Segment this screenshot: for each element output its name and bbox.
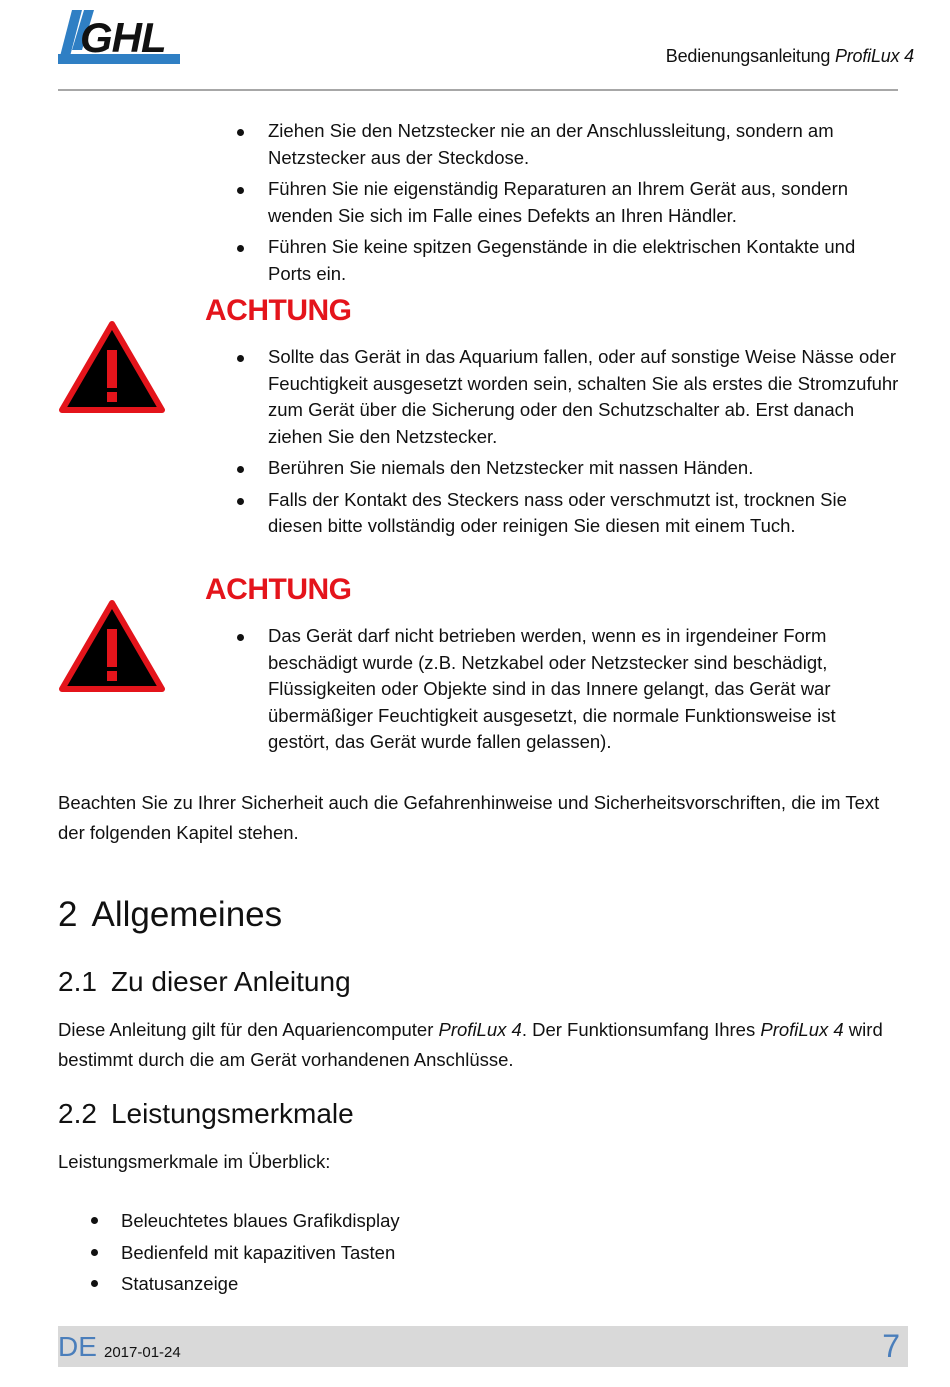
warning-triangle-icon: [58, 599, 166, 693]
list-item: Statusanzeige: [85, 1268, 785, 1300]
subsection-heading: [58, 966, 351, 998]
ghl-logo: [58, 10, 180, 66]
list-item: Sollte das Gerät in das Aquarium fallen, oder auf sonstige Weise Nässe oder Feuchtigkeit ausgesetzt worden sein, schalten Sie als erstes die Stromzufuhr zum Gerät über die Sicherung oder den Schutzschalter ab. Erst danach ziehen Sie den Netzstecker.: [230, 344, 900, 450]
header-divider: [58, 89, 898, 91]
safety-note: Beachten Sie zu Ihrer Sicherheit auch die Gefahrenhinweise und Sicherheitsvorschriften, die im Text der folgenden Kapitel stehen.: [58, 792, 880, 843]
list-item: Beleuchtetes blaues Grafikdisplay: [85, 1205, 785, 1237]
section-number: 2: [58, 895, 78, 934]
warning-heading: ACHTUNG: [205, 294, 352, 327]
subsection-title: Leistungsmerkmale: [110, 1098, 354, 1129]
page-number: 7: [882, 1328, 900, 1364]
warning2-bullet-list: [230, 623, 900, 761]
list-item: Falls der Kontakt des Steckers nass oder verschmutzt ist, trocknen Sie diesen bitte vollständig oder reinigen Sie diesen mit einem Tuch.: [230, 487, 900, 540]
header-title-prefix: Bedienungsanleitung: [665, 46, 835, 66]
list-item: Führen Sie nie eigenständig Reparaturen an Ihrem Gerät aus, sondern wenden Sie sich im Falle eines Defekts an Ihren Händler.: [230, 176, 900, 229]
logo-text: GHL: [80, 14, 166, 61]
subsection-number: 2.2: [58, 1098, 97, 1129]
warning1-bullet-list: [230, 344, 900, 545]
page-footer: [58, 1326, 908, 1367]
features-bullet-list: [85, 1205, 785, 1300]
section-title: Allgemeines: [91, 895, 283, 934]
header-title-product: ProfiLux 4: [834, 46, 914, 66]
header-title: [666, 46, 914, 67]
text-run: Diese Anleitung gilt für den Aquariencomputer: [58, 1019, 439, 1040]
section-heading: [58, 895, 282, 935]
subsection-title: Zu dieser Anleitung: [110, 966, 351, 997]
list-item: Ziehen Sie den Netzstecker nie an der Anschlussleitung, sondern am Netzstecker aus der Steckdose.: [230, 118, 900, 171]
product-name: ProfiLux 4: [438, 1019, 522, 1040]
text-run: . Der Funktionsumfang Ihres: [521, 1019, 761, 1040]
intro-bullet-list: [230, 118, 900, 292]
section-2-1-paragraph: [58, 1015, 898, 1075]
list-item: Führen Sie keine spitzen Gegenstände in die elektrischen Kontakte und Ports ein.: [230, 234, 900, 287]
warning-heading: ACHTUNG: [205, 573, 352, 606]
features-intro: Leistungsmerkmale im Überblick:: [58, 1151, 331, 1172]
product-name: ProfiLux 4: [760, 1019, 844, 1040]
footer-date: 2017-01-24: [104, 1344, 181, 1361]
warning-triangle-icon: [58, 320, 166, 414]
list-item: Das Gerät darf nicht betrieben werden, wenn es in irgendeiner Form beschädigt wurde (z.B. Netzkabel oder Netzstecker sind beschädigt, Flüssigkeiten oder Objekte sind in das Innere gelangt, das Gerät war übermäßiger Feuchtigkeit ausgesetzt, die normale Funktionsweise ist gestört, das Gerät wurde fallen gelassen).: [230, 623, 900, 756]
list-item: Berühren Sie niemals den Netzstecker mit nassen Händen.: [230, 455, 900, 482]
footer-language: DE: [58, 1331, 97, 1362]
subsection-number: 2.1: [58, 966, 97, 997]
subsection-heading: [58, 1098, 354, 1130]
list-item: Bedienfeld mit kapazitiven Tasten: [85, 1237, 785, 1269]
text-run: wird bestimmt durch die am Gerät vorhandenen Anschlüsse.: [58, 1019, 883, 1070]
